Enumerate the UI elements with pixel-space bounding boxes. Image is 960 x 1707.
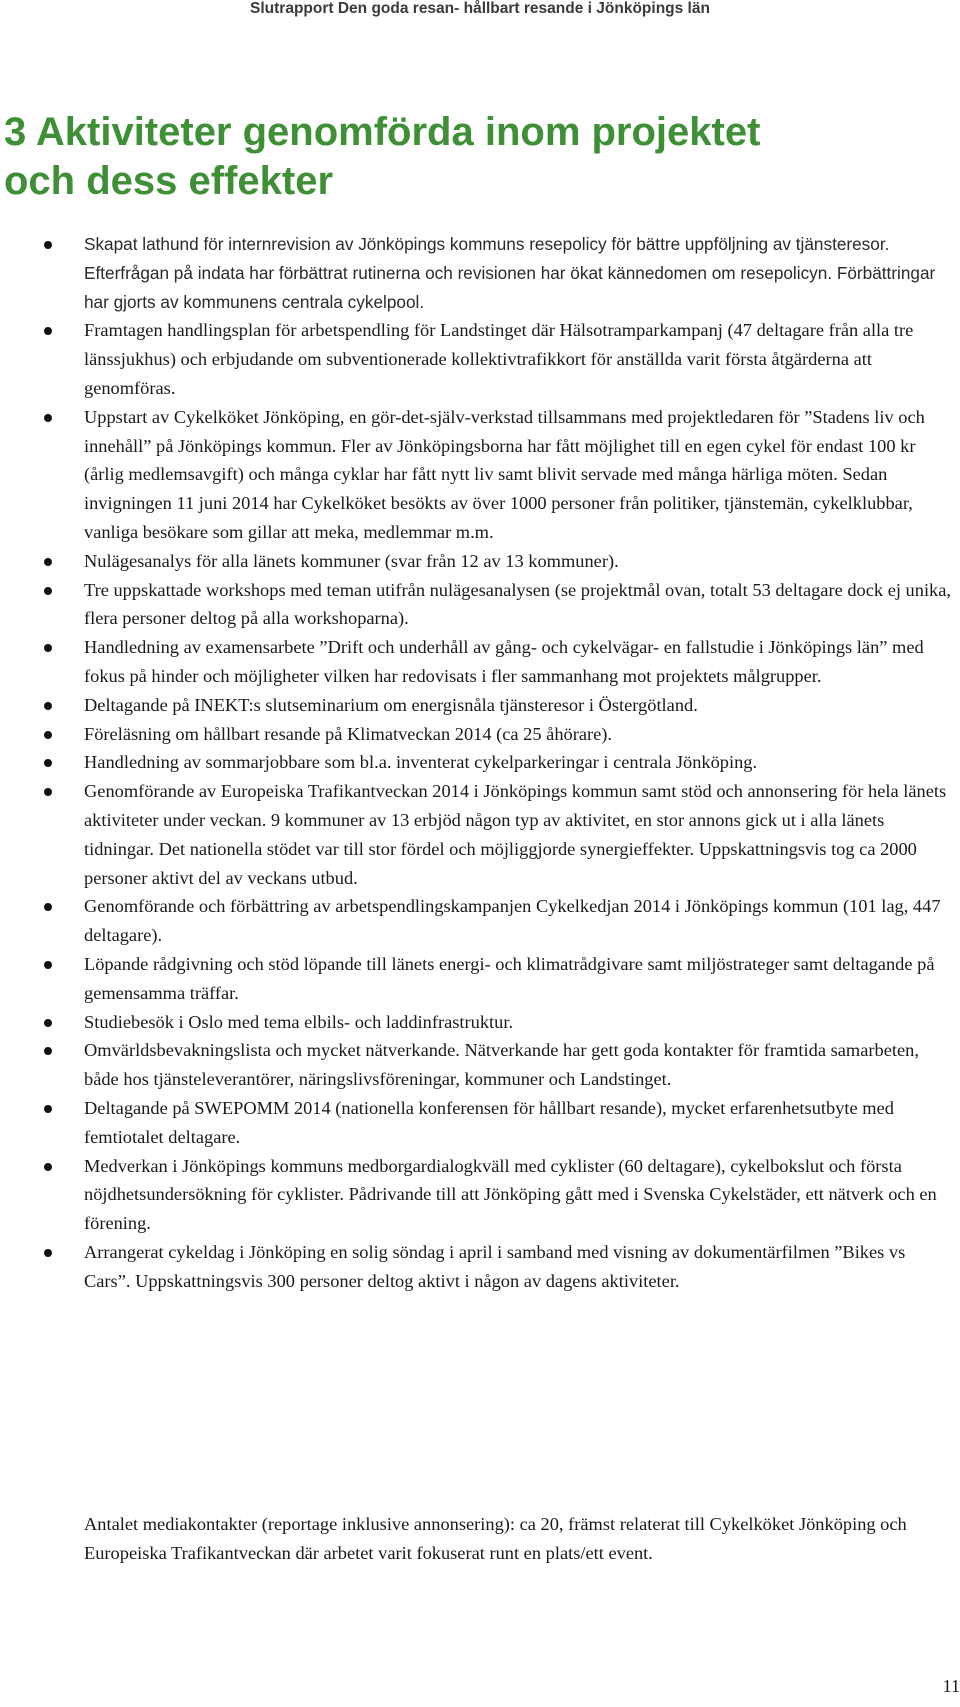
- bullet-icon: [44, 558, 52, 566]
- bullet-icon: [44, 241, 52, 249]
- section-heading: [4, 108, 934, 206]
- bullet-icon: [44, 903, 52, 911]
- bullet-icon: [44, 1163, 52, 1171]
- bullet-icon: [44, 731, 52, 739]
- list-item: [84, 1094, 954, 1152]
- list-item: [84, 1152, 954, 1238]
- list-item: [84, 892, 954, 950]
- bullet-icon: [44, 327, 52, 335]
- list-item-text: Skapat lathund för internrevision av Jönköpings kommuns resepolicy för bättre uppföljning av tjänsteresor. Efterfrågan på indata har förbättrat rutinerna och revisionen har ökat kännedomen om resepolicyn. Förbättringar har gjorts av kommunens centrala cykelpool.: [84, 234, 936, 312]
- list-item-text: Handledning av sommarjobbare som bl.a. inventerat cykelparkeringar i centrala Jönköping.: [84, 752, 758, 773]
- running-header: Slutrapport Den goda resan- hållbart resande i Jönköpings län: [250, 0, 710, 17]
- bullet-icon: [44, 414, 52, 422]
- list-item: [84, 1036, 954, 1094]
- list-item: [84, 403, 954, 547]
- list-item-text: Framtagen handlingsplan för arbetspendling för Landstinget där Hälsotramparkampanj (47 deltagare från alla tre länssjukhus) och erbjudande om subventionerade kollektivtrafikkort för anställda varit första åtgärderna att genomföras.: [84, 320, 914, 398]
- media-contacts-paragraph: Antalet mediakontakter (reportage inklusive annonsering): ca 20, främst relaterat till Cykelköket Jönköping och Europeiska Trafikantveckan där arbetet varit fokuserat runt en plats/ett event.: [84, 1514, 907, 1563]
- list-item-text: Genomförande och förbättring av arbetspendlingskampanjen Cykelkedjan 2014 i Jönköpings kommun (101 lag, 447 deltagare).: [84, 896, 941, 946]
- list-item: [84, 1238, 954, 1296]
- list-item: [84, 547, 954, 576]
- list-item-text: Deltagande på INEKT:s slutseminarium om energisnåla tjänsteresor i Östergötland.: [84, 694, 698, 715]
- bullet-icon: [44, 702, 52, 710]
- list-item-text: Omvärldsbevakningslista och mycket nätverkande. Nätverkande har gett goda kontakter för framtida samarbeten, både hos tjänsteleverantörer, näringslivsföreningar, kommuner och Landstinget.: [84, 1040, 919, 1090]
- bullet-icon: [44, 587, 52, 595]
- list-item: [84, 576, 954, 634]
- list-item: [84, 777, 954, 892]
- list-item-text: Medverkan i Jönköpings kommuns medborgardialogkväll med cyklister (60 deltagare), cykelbokslut och första nöjdhetsundersökning för cyklister. Pådrivande till att Jönköping gått med i Svenska Cykelstäder, ett nätverk och en förening.: [84, 1155, 937, 1234]
- section-heading-line-2: och dess effekter: [4, 159, 334, 203]
- list-item-text: Genomförande av Europeiska Trafikantveckan 2014 i Jönköpings kommun samt stöd och annonsering för hela länets aktiviteter under veckan. 9 kommuner av 13 erbjöd någon typ av aktivitet, en stor annons gick ut i alla länets tidningar. Det nationella stödet var till stor fördel och möjliggjorde synergieffekter. Uppskattningsvis tog ca 2000 personer aktivt del av veckans utbud.: [84, 781, 947, 888]
- bullet-icon: [44, 644, 52, 652]
- list-item-text: Arrangerat cykeldag i Jönköping en solig söndag i april i samband med visning av dokumentärfilmen ”Bikes vs Cars”. Uppskattningsvis 300 personer deltog aktivt i någon av dagens aktiviteter.: [84, 1241, 906, 1291]
- bullet-icon: [44, 961, 52, 969]
- bullet-icon: [44, 1105, 52, 1113]
- bullet-icon: [44, 1249, 52, 1257]
- list-item-text: Handledning av examensarbete ”Drift och underhåll av gång- och cykelvägar- en fallstudie i Jönköpings län” med fokus på hinder och möjligheter vilken har redovisats i fler sammanhang mot projektets målgrupper.: [84, 637, 924, 686]
- list-item: [84, 720, 954, 749]
- list-item: [84, 1008, 954, 1037]
- list-item-text: Deltagande på SWEPOMM 2014 (nationella konferensen för hållbart resande), mycket erfarenhetsutbyte med femtiotalet deltagare.: [84, 1097, 894, 1147]
- list-item: [84, 316, 954, 402]
- page-number: 11: [942, 1676, 960, 1696]
- activity-list: [84, 230, 954, 1295]
- list-item-text: Uppstart av Cykelköket Jönköping, en gör-det-själv-verkstad tillsammans med projektledaren för ”Stadens liv och innehåll” på Jönköpings kommun. Fler av Jönköpingsborna har fått möjlighet till en egen cykel för endast 100 kr (årlig medlemsavgift) och många cyklar har fått nytt liv samt blivit servade med många härliga möten. Sedan invigningen 11 juni 2014 har Cykelköket besökts av över 1000 personer från politiker, tjänstemän, cykelklubbar, vanliga besökare som gillar att meka, medlemmar m.m.: [84, 406, 925, 542]
- section-heading-line-1: 3 Aktiviteter genomförda inom projektet: [4, 110, 761, 154]
- list-item-text: Föreläsning om hållbart resande på Klimatveckan 2014 (ca 25 åhörare).: [84, 723, 613, 744]
- list-item: [84, 230, 954, 316]
- bullet-icon: [44, 1019, 52, 1027]
- list-item: [84, 633, 954, 691]
- list-item-text: Löpande rådgivning och stöd löpande till länets energi- och klimatrådgivare samt miljöstrateger samt deltagande på gemensamma träffar.: [84, 953, 935, 1003]
- list-item-text: Tre uppskattade workshops med teman utifrån nulägesanalysen (se projektmål ovan, totalt 53 deltagare dock ej unika, flera personer deltog på alla workshoparna).: [84, 579, 952, 629]
- bullet-icon: [44, 1047, 52, 1055]
- list-item: [84, 950, 954, 1008]
- bullet-icon: [44, 788, 52, 796]
- list-item-text: Studiebesök i Oslo med tema elbils- och laddinfrastruktur.: [84, 1011, 514, 1032]
- list-item: [84, 748, 954, 777]
- bullet-icon: [44, 759, 52, 767]
- list-item-text: Nulägesanalys för alla länets kommuner (svar från 12 av 13 kommuner).: [84, 550, 619, 571]
- list-item: [84, 691, 954, 720]
